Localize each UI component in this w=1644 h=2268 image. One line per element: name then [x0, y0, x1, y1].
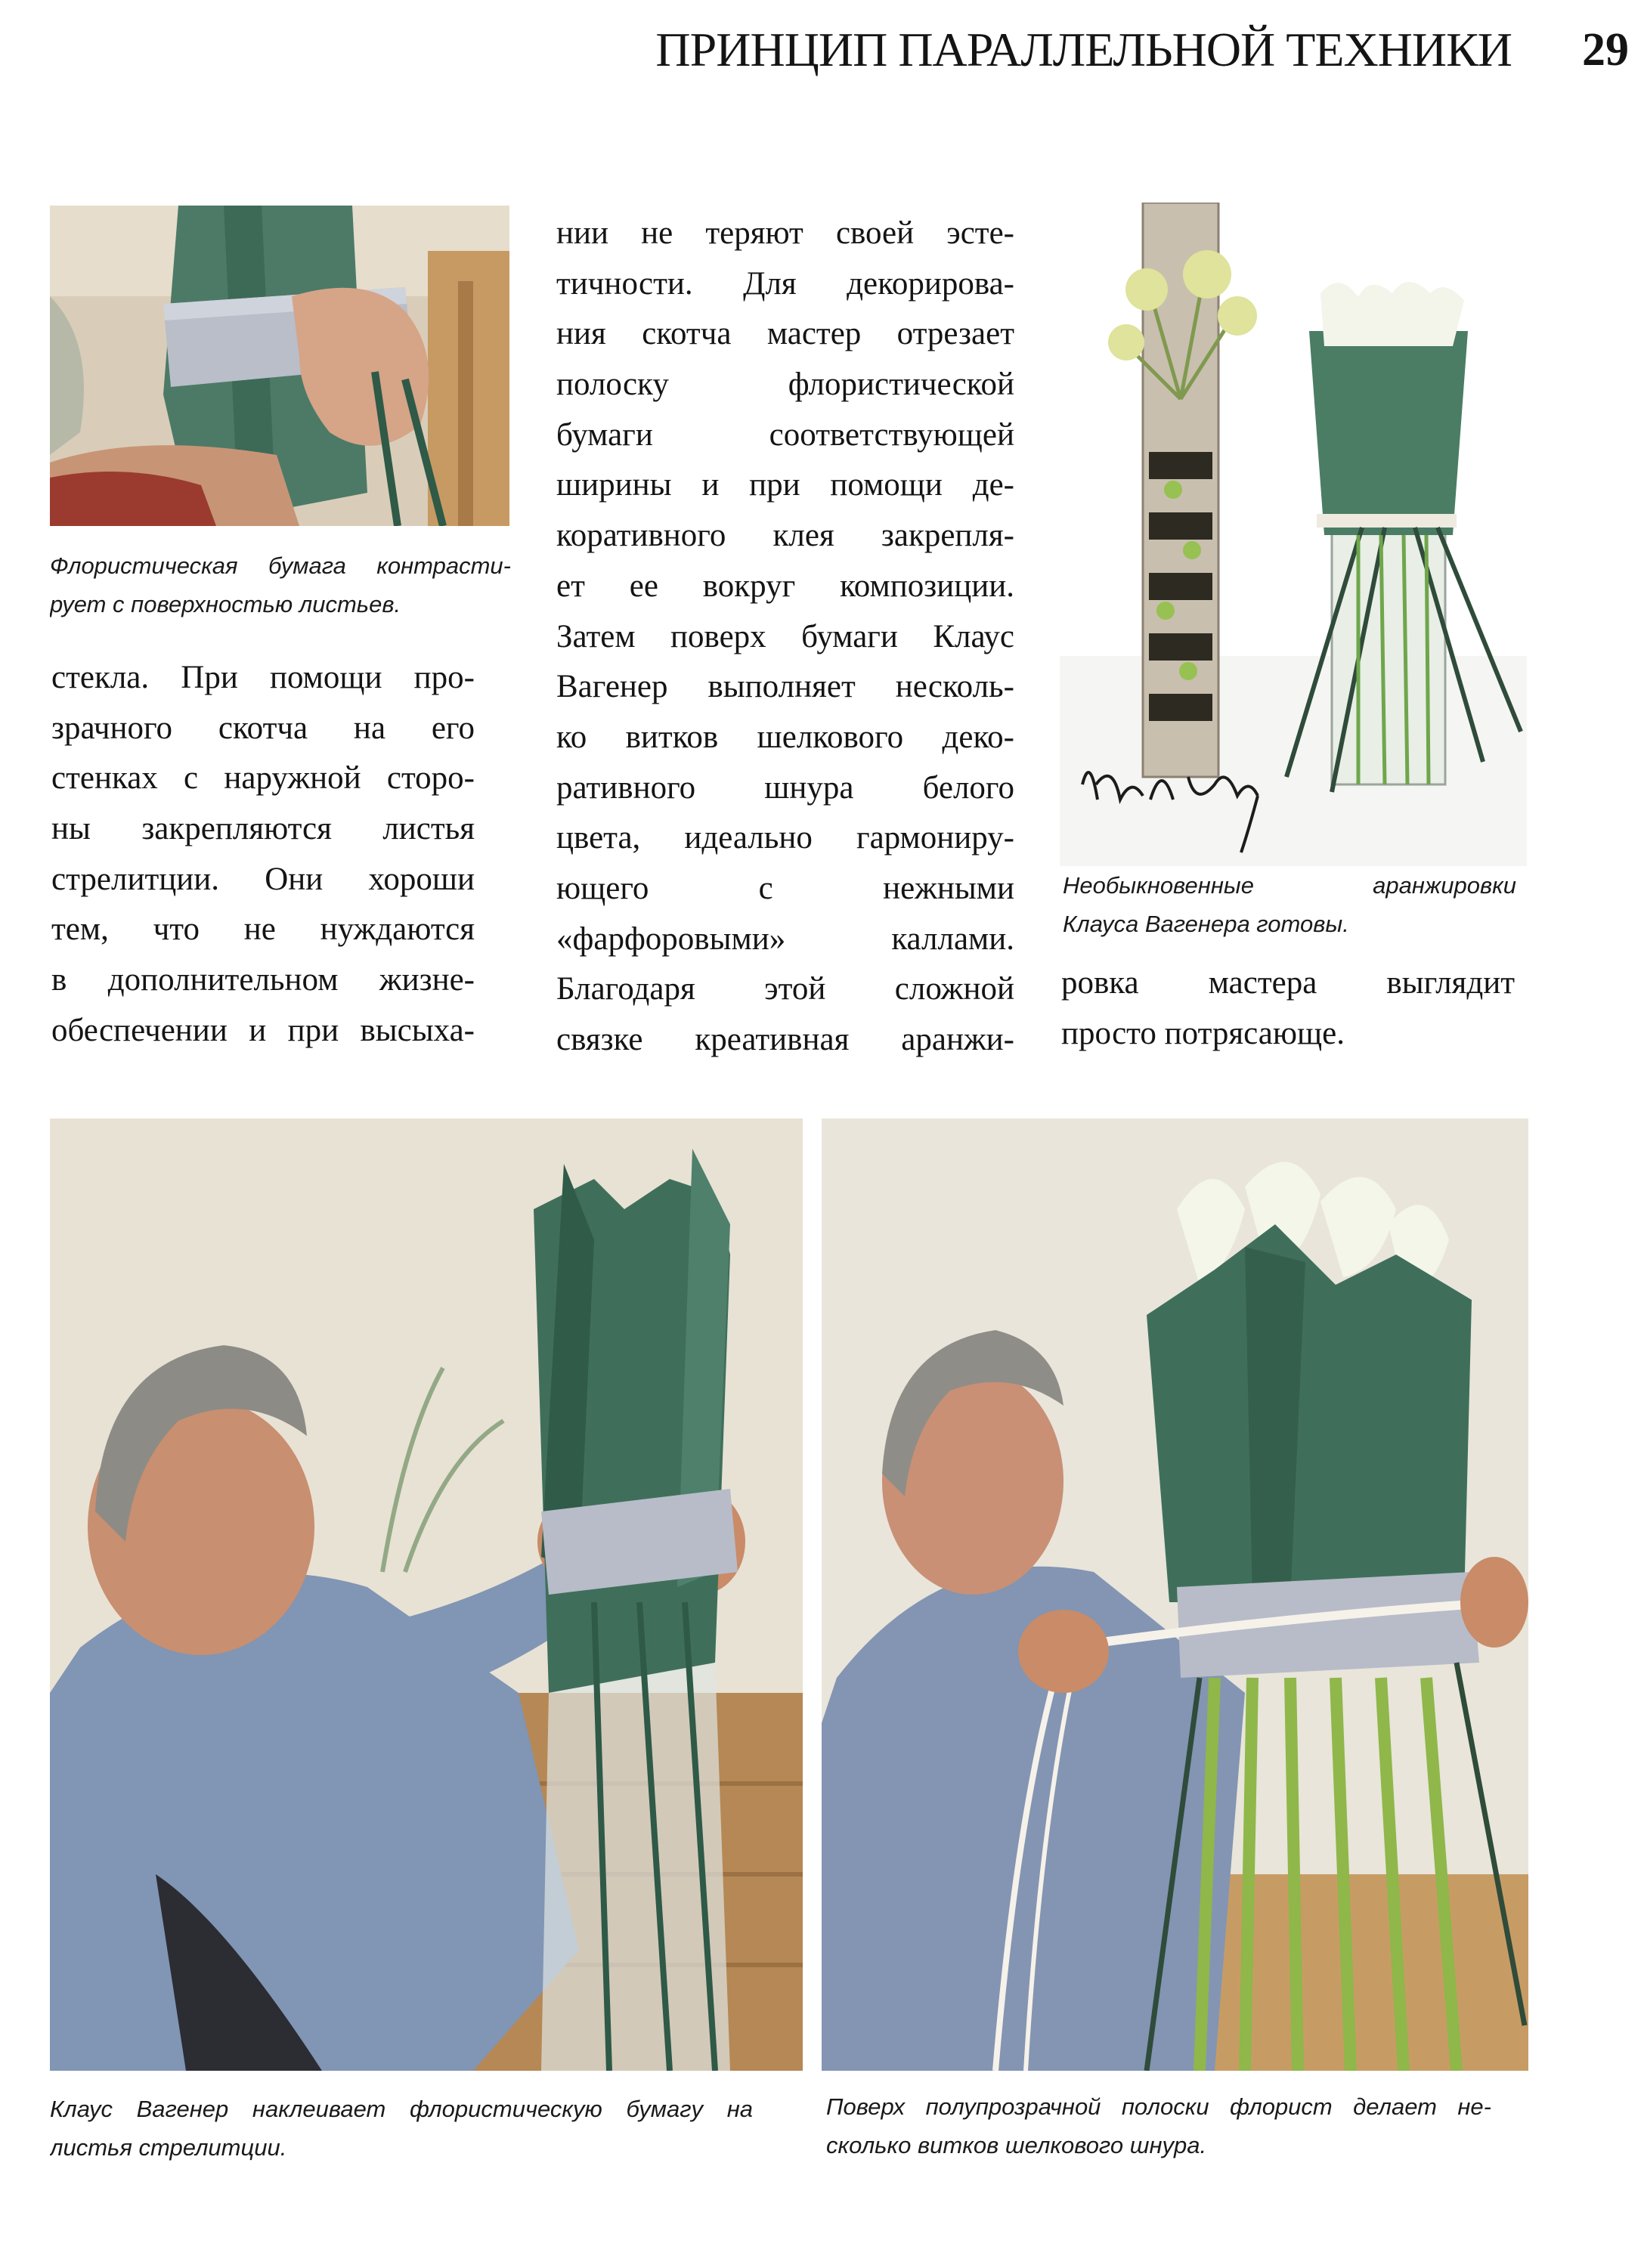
text-line: стрелитции. Они хороши	[51, 861, 475, 897]
text-line: в дополнительном жизне-	[51, 962, 475, 998]
caption-finished-arrangements	[1063, 866, 1516, 943]
text-line: связке креативная аранжи-	[556, 1022, 1014, 1057]
caption-line: листья стрелитции.	[50, 2134, 287, 2161]
caption-wrapping-cord	[826, 2087, 1491, 2164]
text-line: цвета, идеально гармониру-	[556, 820, 1014, 856]
text-line: ет ее вокруг композиции.	[556, 568, 1014, 604]
text-line: обеспечении и при высыха-	[51, 1012, 475, 1048]
text-line: ровка мастера выглядит	[1061, 965, 1515, 1001]
text-line: бумаги соответствующей	[556, 416, 1014, 453]
text-line: коративного клея закрепля-	[556, 518, 1014, 554]
photo-finished-arrangements	[1060, 203, 1527, 866]
text-line: тем, что не нуждаются	[51, 911, 475, 948]
caption-line: сколько витков шелкового шнура.	[826, 2132, 1207, 2158]
text-line: ративного шнура белого	[556, 769, 1014, 806]
text-line: ко витков шелкового деко-	[556, 719, 1014, 755]
text-line: ны закрепляются листья	[51, 811, 475, 847]
photo-gluing-paper	[50, 1119, 803, 2071]
body-column-2	[556, 209, 1014, 1066]
caption-gluing-paper	[50, 2090, 753, 2167]
caption-line: Флористическая бумага контрасти-	[50, 552, 511, 579]
caption-line: Клауса Вагенера готовы.	[1063, 911, 1349, 937]
text-line: нии не теряют своей эсте-	[556, 215, 1014, 251]
text-line: ширины и при помощи де-	[556, 467, 1014, 503]
text-line: тичности. Для декорирова-	[556, 265, 1014, 302]
text-line: ющего с нежными	[556, 870, 1014, 906]
text-line: «фарфоровыми» каллами.	[556, 921, 1014, 957]
photo-paper-detail	[50, 206, 509, 526]
text-line: стенках с наружной сторо-	[51, 760, 475, 797]
body-column-3	[1061, 958, 1515, 1059]
text-line: ния скотча мастер отрезает	[556, 316, 1014, 352]
text-line: зрачного скотча на его	[51, 710, 475, 746]
caption-line: Клаус Вагенер наклеивает флористическую бумагу на	[50, 2096, 753, 2122]
text-line: полоску флористической	[556, 367, 1014, 403]
caption-line: Поверх полупрозрачной полоски флорист делает не-	[826, 2093, 1491, 2120]
text-line: просто потрясающе.	[1061, 1015, 1345, 1051]
caption-paper-detail	[50, 546, 511, 623]
caption-line: Необыкновенные аранжировки	[1063, 872, 1516, 899]
body-column-1	[51, 653, 475, 1057]
text-line: Благодаря этой сложной	[556, 971, 1014, 1007]
photo-wrapping-cord	[822, 1119, 1528, 2071]
caption-line: рует с поверхностью листьев.	[50, 591, 401, 617]
text-line: стекла. При помощи про-	[51, 660, 475, 695]
running-header-title: ПРИНЦИП ПАРАЛЛЕЛЬНОЙ ТЕХНИКИ	[655, 23, 1512, 76]
text-line: Вагенер выполняет несколь-	[556, 669, 1014, 705]
page-number: 29	[1582, 24, 1629, 76]
text-line: Затем поверх бумаги Клаус	[556, 618, 1014, 654]
